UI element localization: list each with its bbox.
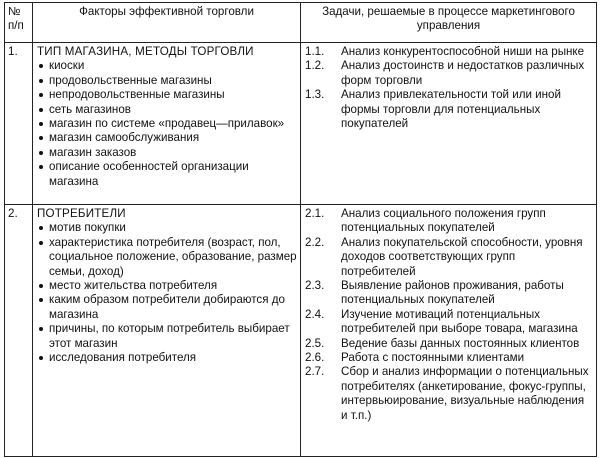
task-number: 2.2. [305, 235, 325, 249]
task-text: Работа с постоянными клиентами [341, 351, 525, 365]
task-item [305, 236, 592, 279]
factor-list [37, 59, 297, 189]
header-tasks [301, 3, 597, 43]
task-item [305, 337, 592, 351]
header-number-text: № п/п [8, 5, 24, 32]
task-number: 2.3. [305, 279, 325, 293]
list-item: исследования потребителя [37, 351, 297, 365]
task-text: Сбор и анализ информации о потенциальных потребителях (анкетирование, фокус-группы, интервьюирование, визуальные наблюдения и т.п.) [341, 365, 589, 422]
factors-cell [33, 205, 301, 457]
list-item: каким образом потребители добираются до магазина [37, 293, 297, 322]
task-text: Анализ достоинств и недостатков различных форм торговли [341, 59, 585, 87]
tasks-cell [301, 205, 597, 457]
task-number: 1.3. [305, 88, 325, 102]
task-text: Анализ привлекательности той или иной формы торговли для потенциальных покупателей [341, 88, 561, 131]
header-number [5, 3, 33, 43]
task-text: Анализ конкурентоспособной ниши на рынке [341, 45, 585, 58]
marketing-factors-table [4, 2, 597, 457]
header-factors [33, 3, 301, 43]
task-text: Выявление районов проживания, работы потенциальных покупателей [341, 279, 564, 307]
list-item: магазин заказов [37, 146, 297, 160]
task-number: 2.4. [305, 307, 325, 321]
task-number: 1.1. [305, 45, 325, 58]
task-number: 2.7. [305, 365, 325, 379]
factor-list [37, 221, 297, 365]
task-text: Изучение мотиваций потенциальных потребителей при выборе товара, магазина [341, 307, 578, 336]
task-item [305, 59, 592, 88]
list-item: описание особенностей организации магазина [37, 160, 297, 189]
list-item: магазин самообслуживания [37, 131, 297, 145]
table-header-row [5, 3, 597, 43]
task-item [305, 279, 592, 308]
list-item: характеристика потребителя (возраст, пол, социальное положение, образование, размер семьи, доход) [37, 236, 297, 279]
list-item: продовольственные магазины [37, 74, 297, 88]
header-factors-text: Факторы эффективной торговли [79, 5, 254, 18]
task-number: 2.1. [305, 207, 325, 220]
section-title: ТИП МАГАЗИНА, МЕТОДЫ ТОРГОВЛИ [37, 45, 254, 58]
task-number: 2.6. [305, 351, 325, 365]
task-number: 1.2. [305, 59, 325, 73]
factors-cell [33, 43, 301, 205]
task-text: Анализ социального положения групп потенциальных покупателей [341, 207, 546, 235]
table-row [5, 43, 597, 205]
list-item: киоски [37, 59, 297, 73]
task-item [305, 365, 592, 423]
list-item: магазин по системе «продавец—прилавок» [37, 117, 297, 131]
list-item: сеть магазинов [37, 103, 297, 117]
task-number: 2.5. [305, 336, 325, 350]
section-title: ПОТРЕБИТЕЛИ [37, 207, 126, 220]
task-item [305, 351, 592, 365]
header-tasks-text: Задачи, решаемые в процессе маркетингового управления [322, 5, 575, 33]
row-number: 2. [5, 205, 33, 457]
task-item [305, 308, 592, 337]
row-number: 1. [5, 43, 33, 205]
list-item: место жительства потребителя [37, 279, 297, 293]
list-item: непродовольственные магазины [37, 88, 297, 102]
task-text: Ведение базы данных постоянных клиентов [341, 336, 580, 350]
task-item [305, 88, 592, 131]
list-item: мотив покупки [37, 221, 297, 235]
task-item [305, 45, 592, 59]
task-item [305, 207, 592, 236]
tasks-cell [301, 43, 597, 205]
table-row [5, 205, 597, 457]
list-item: причины, по которым потребитель выбирает этот магазин [37, 322, 297, 351]
task-text: Анализ покупательской способности, уровня доходов соответствующих групп потребителей [341, 235, 583, 278]
